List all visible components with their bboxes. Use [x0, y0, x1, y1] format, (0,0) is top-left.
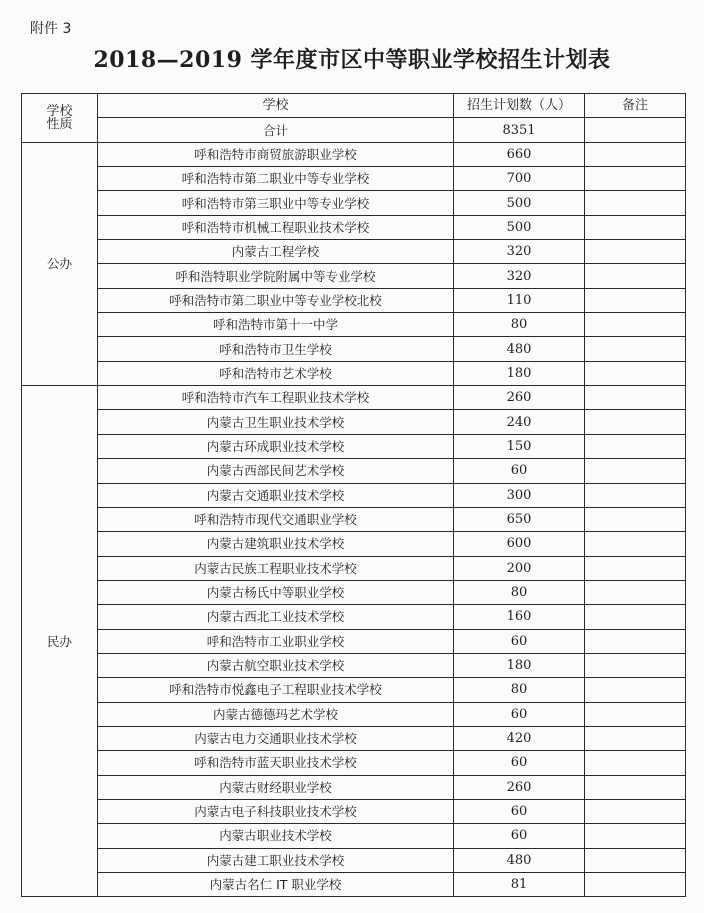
school-name-cell: 内蒙古电力交通职业技术学校 — [98, 726, 454, 750]
table-row — [22, 434, 686, 458]
note-cell — [585, 726, 686, 750]
school-name-cell: 内蒙古民族工程职业技术学校 — [98, 556, 454, 580]
note-cell — [585, 556, 686, 580]
enrollment-count-cell: 60 — [454, 459, 585, 483]
enrollment-count-cell: 60 — [454, 824, 585, 848]
table-row — [22, 167, 686, 191]
enrollment-count-cell: 500 — [454, 215, 585, 239]
note-cell — [585, 653, 686, 677]
note-cell — [585, 240, 686, 264]
enrollment-count-cell: 320 — [454, 240, 585, 264]
enrollment-count-cell: 150 — [454, 434, 585, 458]
table-row — [22, 848, 686, 872]
total-row — [22, 118, 686, 142]
table-row — [22, 702, 686, 726]
total-label: 合计 — [98, 118, 454, 142]
note-cell — [585, 288, 686, 312]
enrollment-count-cell: 200 — [454, 556, 585, 580]
school-type-header-line1: 学校 — [46, 103, 73, 119]
enrollment-count-cell: 480 — [454, 337, 585, 361]
enrollment-count-cell: 80 — [454, 678, 585, 702]
enrollment-plan-table — [21, 93, 686, 897]
table-row — [22, 556, 686, 580]
note-cell — [585, 167, 686, 191]
school-type-header-line2: 性质 — [46, 116, 73, 132]
total-value: 8351 — [454, 118, 585, 142]
table-row — [22, 507, 686, 531]
table-row — [22, 824, 686, 848]
table-row — [22, 191, 686, 215]
school-name-cell: 内蒙古建筑职业技术学校 — [98, 532, 454, 556]
table-row — [22, 799, 686, 823]
table-body — [22, 142, 686, 897]
school-type-header — [22, 94, 98, 143]
note-cell — [585, 483, 686, 507]
total-note — [585, 118, 686, 142]
table-header-row — [22, 94, 686, 118]
school-name-cell: 呼和浩特市商贸旅游职业学校 — [98, 142, 454, 166]
table-row — [22, 751, 686, 775]
enrollment-count-cell: 180 — [454, 361, 585, 385]
school-name-cell: 内蒙古建工职业技术学校 — [98, 848, 454, 872]
table-row — [22, 605, 686, 629]
school-name-cell: 呼和浩特职业学院附属中等专业学校 — [98, 264, 454, 288]
note-header: 备注 — [585, 94, 686, 118]
school-name-cell: 内蒙古交通职业技术学校 — [98, 483, 454, 507]
enrollment-count-cell: 110 — [454, 288, 585, 312]
table-row — [22, 653, 686, 677]
enrollment-count-cell: 240 — [454, 410, 585, 434]
note-cell — [585, 264, 686, 288]
note-cell — [585, 824, 686, 848]
table-row — [22, 775, 686, 799]
table-row — [22, 580, 686, 604]
school-name-cell: 呼和浩特市工业职业学校 — [98, 629, 454, 653]
enrollment-count-cell: 80 — [454, 580, 585, 604]
school-name-cell: 内蒙古西部民间艺术学校 — [98, 459, 454, 483]
enrollment-count-cell: 420 — [454, 726, 585, 750]
school-name-cell: 呼和浩特市现代交通职业学校 — [98, 507, 454, 531]
note-cell — [585, 410, 686, 434]
school-type-cell: 民办 — [22, 386, 98, 897]
enrollment-count-cell: 81 — [454, 873, 585, 897]
table-row — [22, 459, 686, 483]
enrollment-count-cell: 180 — [454, 653, 585, 677]
attachment-label: 附件 3 — [30, 21, 72, 37]
school-name-cell: 内蒙古职业技术学校 — [98, 824, 454, 848]
school-name-cell: 内蒙古环成职业技术学校 — [98, 434, 454, 458]
table-row — [22, 288, 686, 312]
enrollment-count-cell: 260 — [454, 386, 585, 410]
school-name-cell: 内蒙古杨氏中等职业学校 — [98, 580, 454, 604]
school-name-cell: 内蒙古卫生职业技术学校 — [98, 410, 454, 434]
school-type-cell: 公办 — [22, 142, 98, 385]
table-row — [22, 629, 686, 653]
school-name-cell: 呼和浩特市第十一中学 — [98, 313, 454, 337]
table-row — [22, 215, 686, 239]
table-row — [22, 386, 686, 410]
note-cell — [585, 532, 686, 556]
enrollment-count-cell: 80 — [454, 313, 585, 337]
school-name-header: 学校 — [98, 94, 454, 118]
table-row — [22, 142, 686, 166]
school-name-cell: 内蒙古工程学校 — [98, 240, 454, 264]
school-name-cell: 呼和浩特市卫生学校 — [98, 337, 454, 361]
school-name-cell: 呼和浩特市悦鑫电子工程职业技术学校 — [98, 678, 454, 702]
school-name-cell: 内蒙古西北工业技术学校 — [98, 605, 454, 629]
school-name-cell: 内蒙古名仁 IT 职业学校 — [98, 873, 454, 897]
note-cell — [585, 678, 686, 702]
school-name-cell: 呼和浩特市机械工程职业技术学校 — [98, 215, 454, 239]
school-name-cell: 呼和浩特市第二职业中等专业学校北校 — [98, 288, 454, 312]
note-cell — [585, 507, 686, 531]
note-cell — [585, 215, 686, 239]
note-cell — [585, 751, 686, 775]
school-name-cell: 内蒙古航空职业技术学校 — [98, 653, 454, 677]
page-title: 2018—2019 学年度市区中等职业学校招生计划表 — [93, 47, 611, 73]
enrollment-count-cell: 500 — [454, 191, 585, 215]
note-cell — [585, 799, 686, 823]
note-cell — [585, 459, 686, 483]
note-cell — [585, 313, 686, 337]
enrollment-count-cell: 60 — [454, 751, 585, 775]
school-name-cell: 呼和浩特市艺术学校 — [98, 361, 454, 385]
note-cell — [585, 702, 686, 726]
school-name-cell: 呼和浩特市汽车工程职业技术学校 — [98, 386, 454, 410]
enrollment-count-cell: 300 — [454, 483, 585, 507]
school-name-cell: 呼和浩特市蓝天职业技术学校 — [98, 751, 454, 775]
note-cell — [585, 434, 686, 458]
school-name-cell: 呼和浩特市第三职业中等专业学校 — [98, 191, 454, 215]
enrollment-count-cell: 160 — [454, 605, 585, 629]
table-row — [22, 483, 686, 507]
enrollment-count-cell: 60 — [454, 629, 585, 653]
note-cell — [585, 873, 686, 897]
table-row — [22, 873, 686, 897]
table-row — [22, 361, 686, 385]
enrollment-count-cell: 480 — [454, 848, 585, 872]
school-name-cell: 呼和浩特市第二职业中等专业学校 — [98, 167, 454, 191]
enrollment-count-cell: 260 — [454, 775, 585, 799]
note-cell — [585, 848, 686, 872]
school-name-cell: 内蒙古电子科技职业技术学校 — [98, 799, 454, 823]
table-row — [22, 678, 686, 702]
enrollment-count-cell: 650 — [454, 507, 585, 531]
enrollment-count-cell: 60 — [454, 799, 585, 823]
school-name-cell: 内蒙古财经职业学校 — [98, 775, 454, 799]
note-cell — [585, 580, 686, 604]
table-row — [22, 726, 686, 750]
note-cell — [585, 337, 686, 361]
enrollment-count-cell: 600 — [454, 532, 585, 556]
note-cell — [585, 361, 686, 385]
note-cell — [585, 386, 686, 410]
table-row — [22, 240, 686, 264]
enrollment-count-cell: 700 — [454, 167, 585, 191]
table-row — [22, 410, 686, 434]
note-cell — [585, 142, 686, 166]
enrollment-count-cell: 660 — [454, 142, 585, 166]
school-name-cell: 内蒙古德德玛艺术学校 — [98, 702, 454, 726]
enrollment-count-cell: 320 — [454, 264, 585, 288]
table-row — [22, 532, 686, 556]
note-cell — [585, 191, 686, 215]
enrollment-count-header: 招生计划数（人） — [454, 94, 585, 118]
enrollment-count-cell: 60 — [454, 702, 585, 726]
table-row — [22, 264, 686, 288]
note-cell — [585, 605, 686, 629]
note-cell — [585, 629, 686, 653]
table-row — [22, 313, 686, 337]
table-row — [22, 337, 686, 361]
note-cell — [585, 775, 686, 799]
